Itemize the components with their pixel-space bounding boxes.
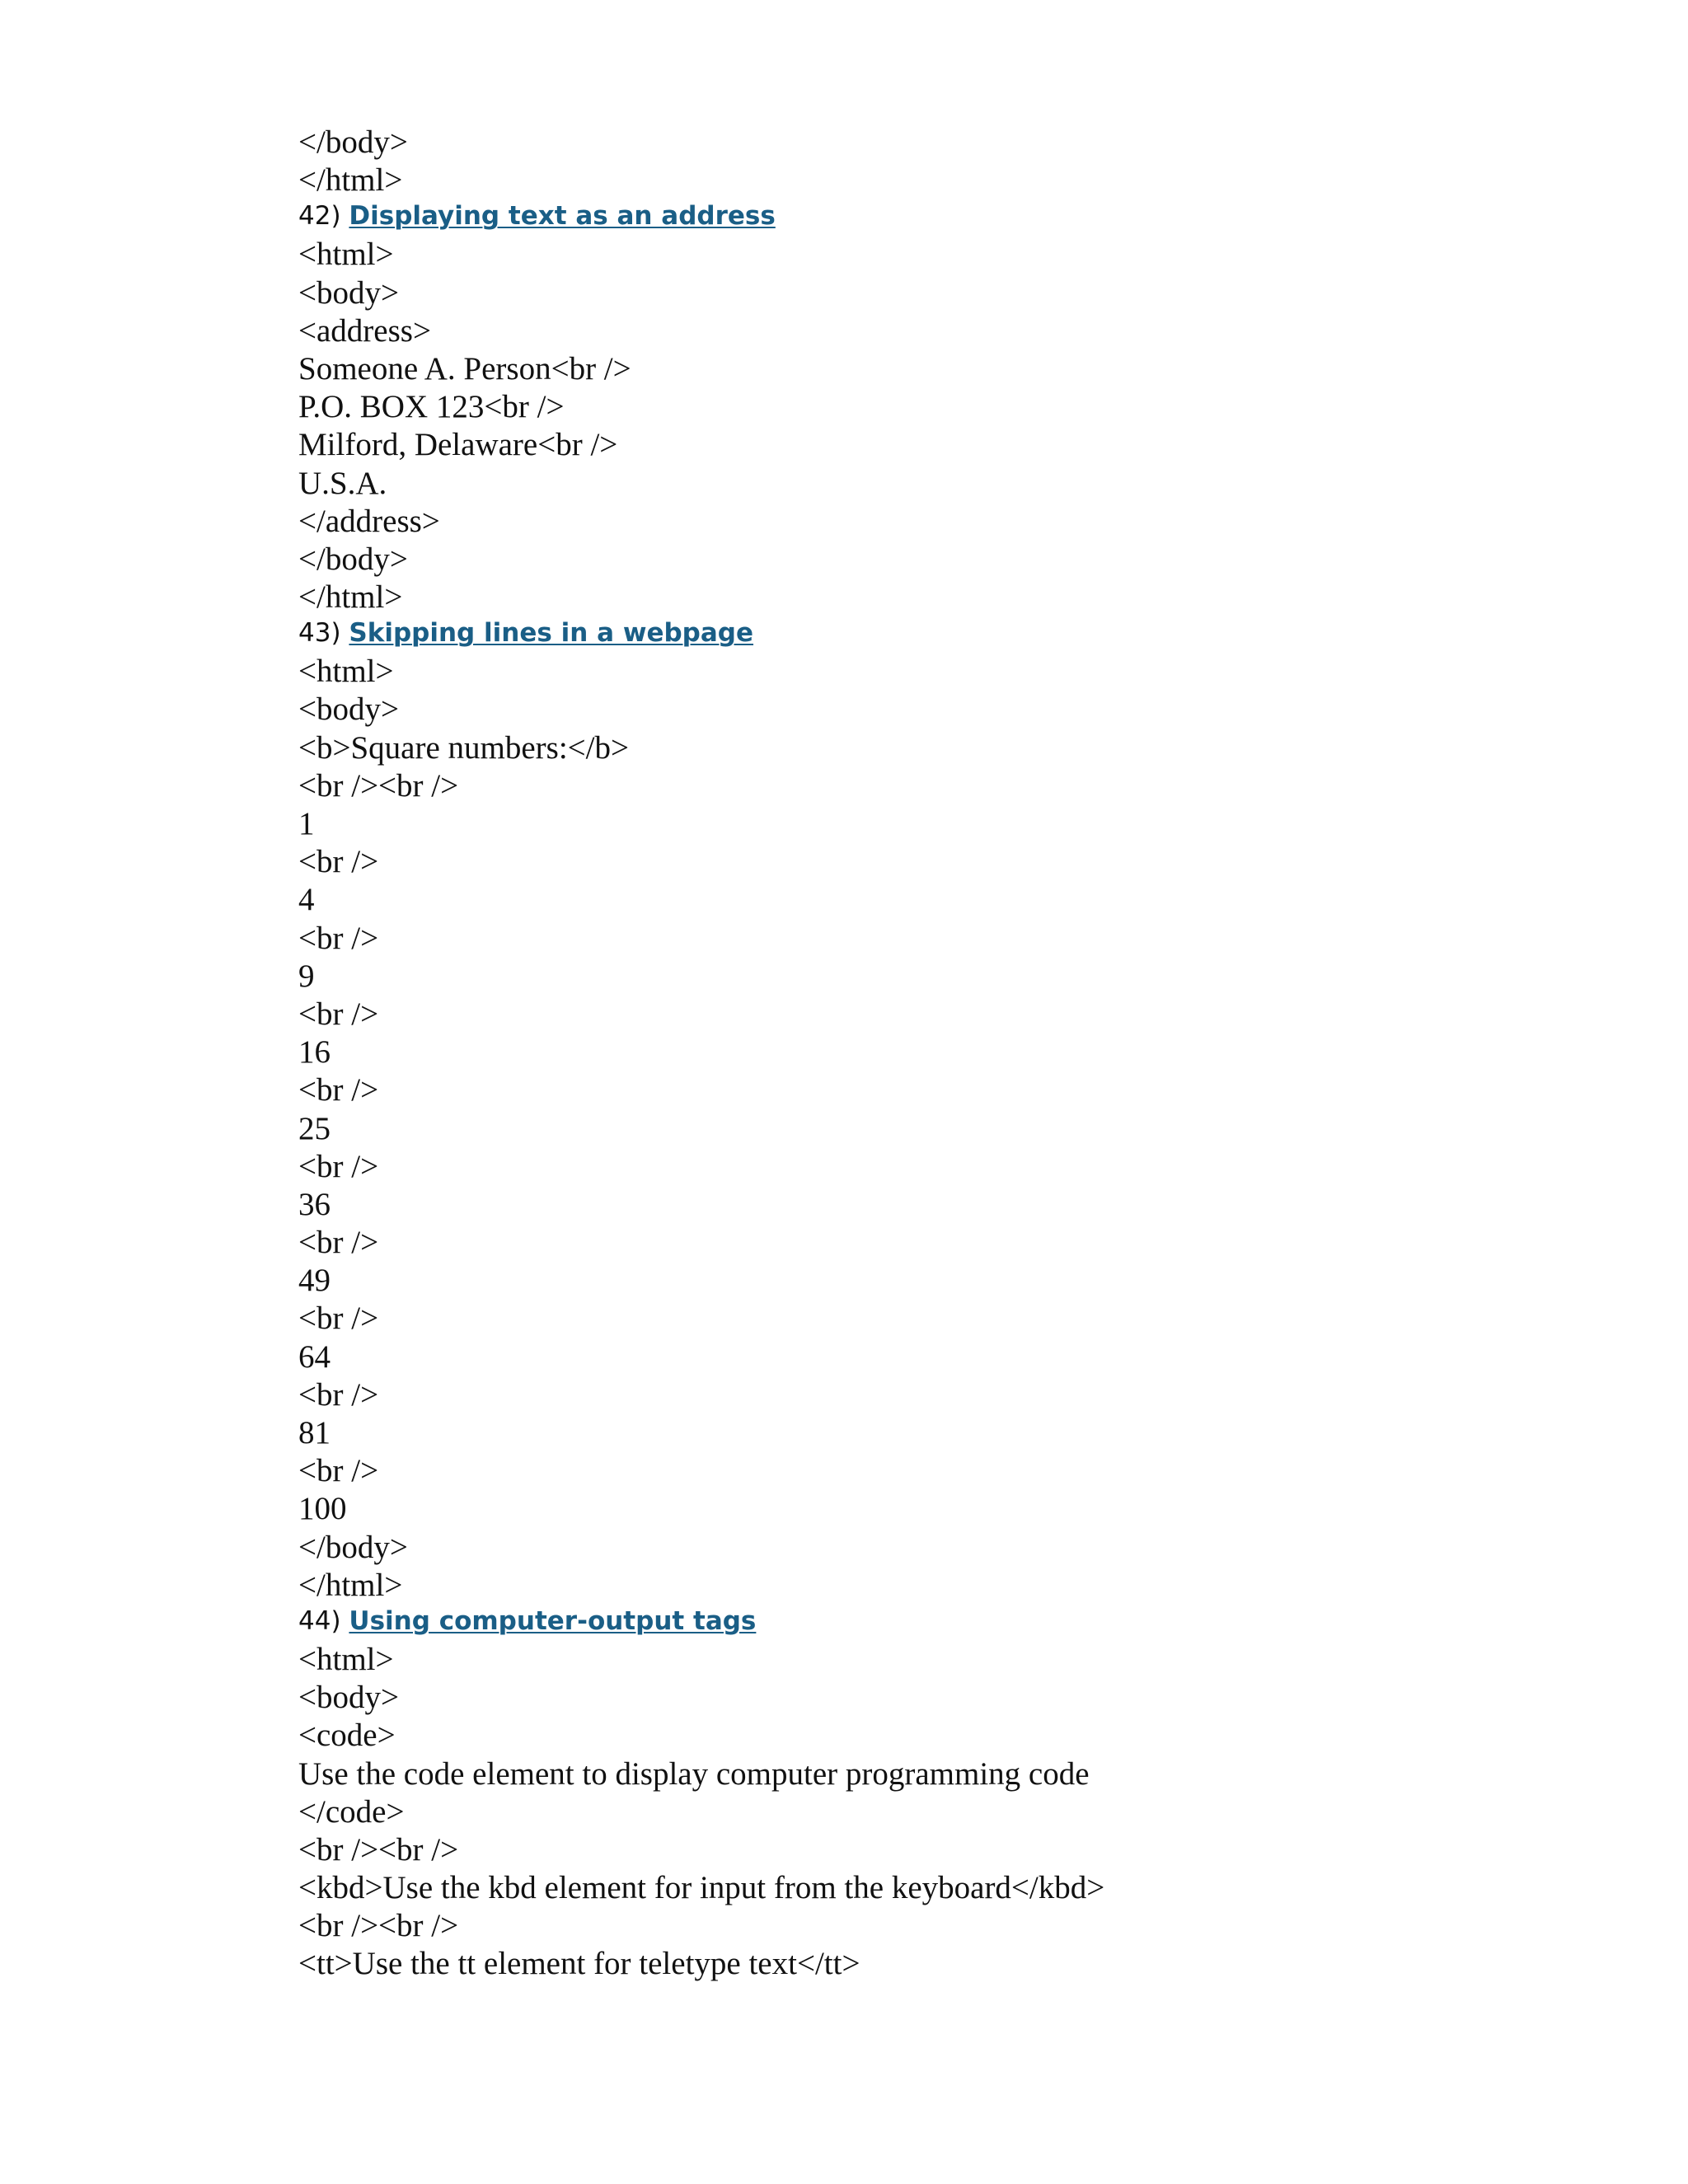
code-line: <html>	[298, 1641, 394, 1677]
code-line: </code>	[298, 1793, 405, 1830]
code-line: 25	[298, 1110, 331, 1146]
code-line: </html>	[298, 579, 403, 616]
code-line: P.O. BOX 123<br />	[298, 389, 565, 425]
code-line: <br /><br />	[298, 767, 459, 804]
code-line: 81	[298, 1415, 331, 1451]
code-line: </body>	[298, 124, 408, 160]
code-line: <body>	[298, 1680, 399, 1716]
code-line: 36	[298, 1186, 331, 1222]
section-title-link[interactable]: Using computer-output tags	[349, 1605, 757, 1636]
code-line: <kbd>Use the kbd element for input from the keyboard</kbd>	[298, 1870, 1105, 1906]
code-line: 100	[298, 1491, 347, 1527]
code-line: <br />	[298, 1148, 379, 1184]
section-heading	[298, 199, 1535, 232]
section-number: 44)	[298, 1605, 341, 1636]
code-line: 1	[298, 806, 315, 841]
code-line: 49	[298, 1263, 331, 1299]
code-line: </body>	[298, 541, 408, 577]
code-line: </address>	[298, 503, 440, 539]
code-line: <br />	[298, 1301, 379, 1337]
code-line: U.S.A.	[298, 465, 387, 501]
code-line: 9	[298, 958, 315, 994]
code-line: </body>	[298, 1529, 408, 1565]
code-line: <address>	[298, 312, 431, 349]
code-line: <br />	[298, 844, 379, 880]
code-line: <br /><br />	[298, 1831, 459, 1868]
code-line: <body>	[298, 274, 399, 311]
code-line: <html>	[298, 654, 394, 690]
section-heading	[298, 1605, 1535, 1638]
document-content	[298, 124, 1535, 1984]
code-line: <body>	[298, 691, 399, 728]
code-line: <br />	[298, 1225, 379, 1261]
code-line: Someone A. Person<br />	[298, 350, 631, 387]
code-line: <br />	[298, 996, 379, 1032]
code-line: <br />	[298, 1072, 379, 1108]
code-line: 16	[298, 1034, 331, 1071]
section-number: 43)	[298, 618, 341, 649]
code-line: </html>	[298, 1567, 403, 1603]
code-line: <tt>Use the tt element for teletype text</tt>	[298, 1946, 860, 1982]
section-heading	[298, 616, 1535, 649]
code-line: 64	[298, 1338, 331, 1375]
code-line: Milford, Delaware<br />	[298, 427, 618, 463]
code-line: Use the code element to display computer programming code	[298, 1755, 1090, 1792]
code-line: <br />	[298, 1453, 379, 1489]
code-line: <br />	[298, 1376, 379, 1413]
code-line: <code>	[298, 1718, 396, 1754]
code-line: <br />	[298, 920, 379, 956]
code-line: </html>	[298, 162, 403, 199]
code-line: <br /><br />	[298, 1908, 459, 1944]
code-line: <b>Square numbers:</b>	[298, 729, 630, 766]
code-line: 4	[298, 882, 315, 918]
section-title-link[interactable]: Skipping lines in a webpage	[349, 618, 754, 649]
section-number: 42)	[298, 201, 341, 232]
code-line: <html>	[298, 237, 394, 273]
section-title-link[interactable]: Displaying text as an address	[349, 201, 776, 232]
